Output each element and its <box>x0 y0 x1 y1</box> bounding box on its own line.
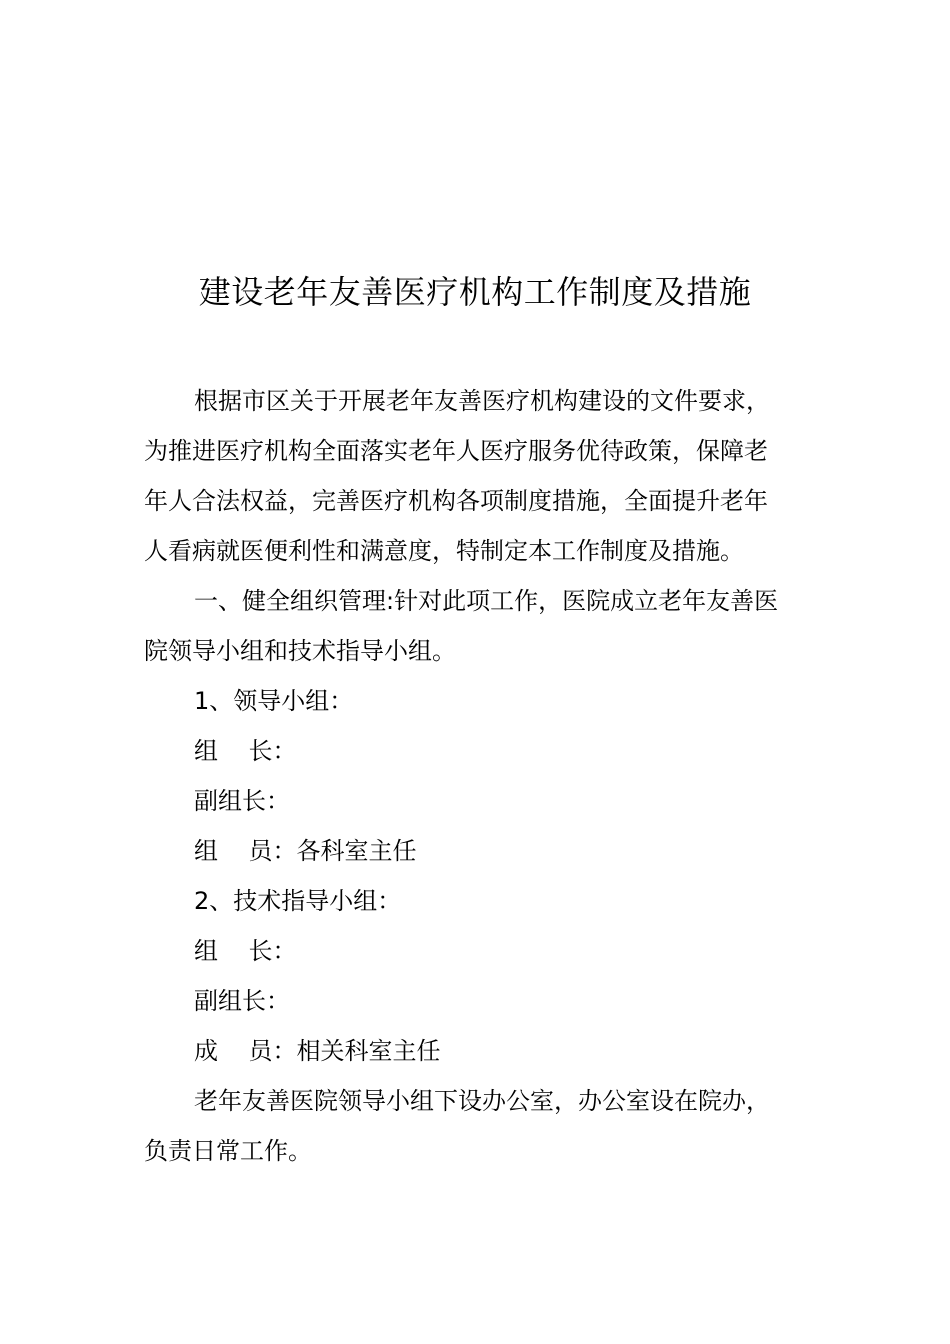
paragraph-line: 为推进医疗机构全面落实老年人医疗服务优待政策，保障老 <box>144 437 768 465</box>
paragraph-line: 老年友善医院领导小组下设办公室，办公室设在院办， <box>194 1087 770 1115</box>
section-1-paragraph <box>144 576 809 676</box>
paragraph-line: 年人合法权益，完善医疗机构各项制度措施，全面提升老年 <box>144 487 768 515</box>
technical-group-heading: 2、技术指导小组： <box>194 887 402 915</box>
paragraph-line: 负责日常工作。 <box>144 1137 312 1165</box>
paragraph-line: 院领导小组和技术指导小组。 <box>144 637 456 665</box>
technical-group-leader: 组 长： <box>194 937 297 965</box>
leadership-group-heading: 1、领导小组： <box>194 687 354 715</box>
technical-group-deputy: 副组长： <box>194 987 290 1015</box>
paragraph-line: 人看病就医便利性和满意度，特制定本工作制度及措施。 <box>144 537 744 565</box>
intro-paragraph <box>144 376 809 576</box>
leadership-group-leader: 组 长： <box>194 737 297 765</box>
paragraph-line: 根据市区关于开展老年友善医疗机构建设的文件要求， <box>194 387 770 415</box>
leadership-group-deputy: 副组长： <box>194 787 290 815</box>
office-paragraph <box>144 1076 809 1176</box>
technical-group-members: 成 员：相关科室主任 <box>194 1037 441 1065</box>
document-title: 建设老年友善医疗机构工作制度及措施 <box>198 273 752 311</box>
leadership-group-members: 组 员：各科室主任 <box>194 837 417 865</box>
paragraph-line: 一、健全组织管理:针对此项工作，医院成立老年友善医 <box>194 587 779 615</box>
document-body <box>144 376 809 1176</box>
